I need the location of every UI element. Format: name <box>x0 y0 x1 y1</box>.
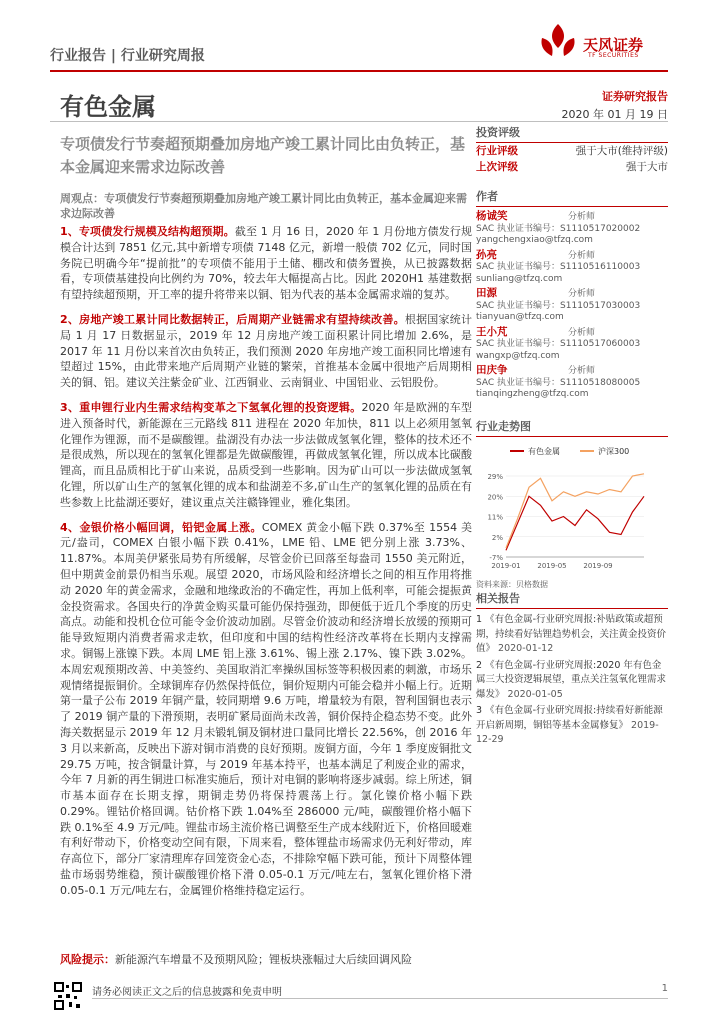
paragraph-4 <box>60 520 472 899</box>
analyst-name: 杨诚笑 <box>476 210 508 222</box>
report-category: 行业报告 | 行业研究周报 <box>50 48 205 64</box>
legend-label-2: 沪深300 <box>598 447 630 456</box>
paragraph-text: 截至 1 月 16 日，2020 年 1 月份地方债发行规模合计达到 7851 亿元,其中新增专项债 7148 亿元，新增一般债 702 亿元，同时国务院已明确今年“提前批”的专项债不能用于土储、棚改和债务置换，从已披露数据看，专项债基建投向比例约为 70%，较去年大幅提高占比。因此 2020H1 基建数据有望持续超预期，开工率的提升将带来以铜、铝为代表的基本金属需求端的复苏。 <box>60 225 472 302</box>
related-report[interactable] <box>476 613 668 657</box>
legend-swatch-1 <box>510 450 524 452</box>
analyst-role: 分析师 <box>568 250 596 261</box>
analyst-name: 田源 <box>476 287 497 299</box>
analyst-cert: SAC 执业证书编号：S1110518080005 <box>476 377 641 388</box>
analyst-cert: SAC 执业证书编号：S1110516110003 <box>476 262 641 272</box>
rating-key: 上次评级 <box>476 161 518 173</box>
risk-text: 新能源汽车增量不及预期风险；锂板块涨幅过大后续回调风险 <box>115 953 412 966</box>
paragraph-1 <box>60 224 472 303</box>
related-date: 2020-01-12 <box>498 643 554 654</box>
analyst-cert: SAC 执业证书编号：S1110517030003 <box>476 300 641 311</box>
sector-divider <box>50 121 668 122</box>
analyst <box>476 327 668 363</box>
y-tick-label: 29% <box>487 473 503 481</box>
risk-warning <box>60 951 472 967</box>
trend-header: 行业走势图 <box>476 418 668 437</box>
analyst-email[interactable]: tianyuan@tfzq.com <box>476 312 564 322</box>
rating-row <box>476 159 668 175</box>
rating-row <box>476 143 668 159</box>
analyst-cert: SAC 执业证书编号：S1110517060003 <box>476 339 641 349</box>
related-title: 3 《有色金属-行业研究周报:持续看好新能源开启新周期，铜铝等基本金属修复》 <box>476 705 663 731</box>
author-header: 作者 <box>476 188 668 207</box>
analyst-name: 孙亮 <box>476 248 497 261</box>
rating-header: 投资评级 <box>476 124 668 143</box>
related-title: 2 《有色金属-行业研究周报:2020 年有色金属三大投资逻辑展望，重点关注氢氧化锂需求爆发》 <box>476 659 667 700</box>
related-title: 1 《有色金属-行业研究周报:补贴政策或超预期，持续看好钴锂趋势机会，关注黄金投资价值》 <box>476 614 667 654</box>
company-logo-icon <box>536 22 580 62</box>
y-tick-label: 11% <box>487 513 503 522</box>
chart-source: 资料来源：贝格数据 <box>476 580 548 589</box>
legend-swatch-2 <box>580 450 594 452</box>
related-list <box>476 613 668 748</box>
paragraph-lead: 3、重申锂行业内生需求结构变革之下氢氧化锂的投资逻辑。 <box>60 400 362 414</box>
page-number: 1 <box>661 983 668 994</box>
paragraph-text: 2020 年是欧洲的车型进入预备时代，新能源在三元路线 811 进程在 2020 年加快，811 以上必须用氢氧化锂作为锂源，而不是碳酸锂。盐湖没有办法一步法做成氢氧化锂，整体的技术还不是很成熟，所以现在的氢氧化锂都是先做碳酸锂，再做成氢氧化锂，所以成本比碳酸锂高，而且品质相比于矿山来说，品质受到一些影响。因为矿山可以一步法做成氢氧化锂，所以矿山生产的氢氧化锂的成本和盐湖差不多,矿山生产的氢氧化锂的品质在有些参数上比盐湖还要好，建议重点关注赣锋锂业，雅化集团。 <box>60 400 473 509</box>
legend-label-1: 有色金属 <box>528 447 560 456</box>
x-tick-label: 2019-09 <box>583 562 613 570</box>
analyst-email[interactable]: wangxp@tfzq.com <box>476 350 560 361</box>
report-body <box>60 224 472 908</box>
related-date: 2020-01-05 <box>507 688 563 700</box>
analyst <box>476 288 668 324</box>
y-tick-label: 2% <box>491 533 503 542</box>
related-report[interactable] <box>476 704 668 748</box>
y-tick-label: -7% <box>489 554 503 562</box>
paragraph-lead: 1、专项债发行规模及结构超预期。 <box>60 225 235 238</box>
series-line-1 <box>506 496 644 550</box>
analyst-email[interactable]: sunliang@tfzq.com <box>476 273 563 284</box>
footer-divider <box>92 998 668 999</box>
analyst <box>476 250 668 286</box>
risk-lead: 风险提示： <box>60 953 115 966</box>
rating-key: 行业评级 <box>476 145 518 157</box>
analyst-role: 分析师 <box>568 327 596 338</box>
analyst <box>476 365 668 401</box>
analyst-role: 分析师 <box>568 366 596 376</box>
x-tick-label: 2019-01 <box>491 562 521 570</box>
header-divider <box>50 70 668 72</box>
related-header: 相关报告 <box>476 590 668 609</box>
author-section <box>476 188 668 404</box>
chart-legend <box>510 446 629 456</box>
analyst-email[interactable]: tianqingzheng@tfzq.com <box>476 389 589 399</box>
paragraph-lead: 2、房地产竣工累计同比数据转正，后周期产业链需求有望持续改善。 <box>60 312 405 326</box>
qr-code-icon <box>54 982 82 1010</box>
analyst-cert: SAC 执业证书编号：S1110517020002 <box>476 223 641 234</box>
related-date: 2019-12-29 <box>476 719 659 745</box>
paragraph-text: 根据国家统计局 1 月 17 日数据显示，2019 年 12 月房地产竣工面积累计同比增加 2.6%，是 2017 年 11 月份以来首次由负转正，我们预测 2020 年房地产竣工面积同比增速有望超过 15%，由此带来地产后周期产业链的繁荣，首推基本金属中很地产后周期相关的铜、铝。建议关注紫金矿业、江西铜业、云南铜业、中国铝业、云铝股份。 <box>60 312 473 390</box>
disclaimer-note: 请务必阅读正文之后的信息披露和免责申明 <box>92 987 282 998</box>
company-name-en: TF SECURITIES <box>588 52 639 59</box>
analyst-name: 王小芃 <box>476 325 508 338</box>
trend-section <box>476 418 668 590</box>
summary: 周观点：专项债发行节奏超预期叠加房地产竣工累计同比由负转正，基本金属迎来需求边际改善 <box>60 192 467 220</box>
analyst-name: 田庆争 <box>476 364 508 376</box>
report-title: 专项债发行节奏超预期叠加房地产竣工累计同比由负转正，基本金属迎来需求边际改善 <box>60 135 466 176</box>
company-name: 天风证券 <box>583 36 644 54</box>
rating-value: 强于大市(维持评级) <box>575 145 668 157</box>
analyst-email[interactable]: yangchengxiao@tfzq.com <box>476 235 593 245</box>
trend-chart <box>476 437 668 577</box>
analyst-role: 分析师 <box>568 212 596 222</box>
doc-date: 2020 年 01 月 19 日 <box>561 108 668 121</box>
x-tick-label: 2019-05 <box>537 562 567 570</box>
related-section <box>476 590 668 750</box>
paragraph-3 <box>60 400 472 511</box>
paragraph-lead: 4、金银价格小幅回调，铅钯金属上涨。 <box>60 520 262 534</box>
rating-section <box>476 124 668 175</box>
paragraph-text: COMEX 黄金小幅下跌 0.37%至 1554 美元/盎司，COMEX 白银小幅下跌 0.41%，LME 铅、LME 钯分别上涨 3.73%、11.87%。本周美伊紧张局势有所缓解，尽管金价已回落至每盎司 1550 美元附近，但中期黄金前景仍相当乐观。展望 2020，市场风险和经济增长之间的相互作用将推动 2020 年的黄金需求，金融和地缘政治的不确定性，再加上低利率，可能会提振黄金投资需求。各国央行的净黄金购买量可能仍保持强劲，即便低于近几个季度的历史高点。动能和投机仓位可能令金价波动加剧。尽管金价波动和经济增长放缓的预期可能导致短期内消费者需求走软，但印度和中国的结构性经济改革将在长期内支撑需求。铜锡上涨镍下跌。本周 LME 铝上涨 3.61%、锡上涨 2.17%、镍下跌 3.02%。本周宏观预期改善、中美签约、美国取消汇率操纵国标签等积极因素的刺激，市场乐观情绪提振铜价。全球铜库存仍然保持低位，铜价短期内可能会稳并小幅上行。近期第一量子公布 2019 年铜产量，较同期增 9.6 万吨，增量较为有限，智利国铜也表示了 2019 铜产量的下滑预期，表明矿紧局面尚未改善，铜价保持企稳态势不变。此外海关数据显示 2019 年 12 月未锻轧铜及铜材进口量同比增长 22.56%，创 2016 年 3 月以来新高，反映出下游对铜市消费的良好预期。废铜方面，今年 1 季度废铜批文 29.75 万吨，按含铜量计算，与 2019 年基本持平，也基本满足了利废企业的需求，今年 7 月新的再生铜进口标准实施后，预计对电铜的影响将逐步减弱。综上所述，铜市基本面存在长期支撑，期铜走势仍将保持震荡上行。氯化镍价格小幅下跌 0.29%。锂钴价格回调。钴价格下跌 1.04%至 286000 元/吨，碳酸锂价格小幅下跌 0.1%至 4.9 万元/吨。锂盐市场主流价格已调整至生产成本线附近下，价格回暖难有利好带动下，价格变动空间有限，下周来看，整体锂盐市场需求仍无利好带动，库存高位下，部分厂家清理库存回笼资金心态，不排除窄幅下跌可能，预计下周整体锂盐市场弱势维稳，预计碳酸锂价格下滑 0.05-0.1 万元/吨左右，氢氧化锂价格下滑 0.05-0.1 万元/吨左右，金属锂价格维持稳定运行。 <box>60 520 472 897</box>
rating-value: 强于大市 <box>626 161 668 173</box>
analyst-role: 分析师 <box>568 289 596 299</box>
related-report[interactable] <box>476 659 668 703</box>
paragraph-2 <box>60 312 472 391</box>
y-tick-label: 20% <box>487 493 503 502</box>
doc-type: 证券研究报告 <box>602 90 668 103</box>
analyst <box>476 211 668 247</box>
sector-title: 有色金属 <box>60 93 156 121</box>
